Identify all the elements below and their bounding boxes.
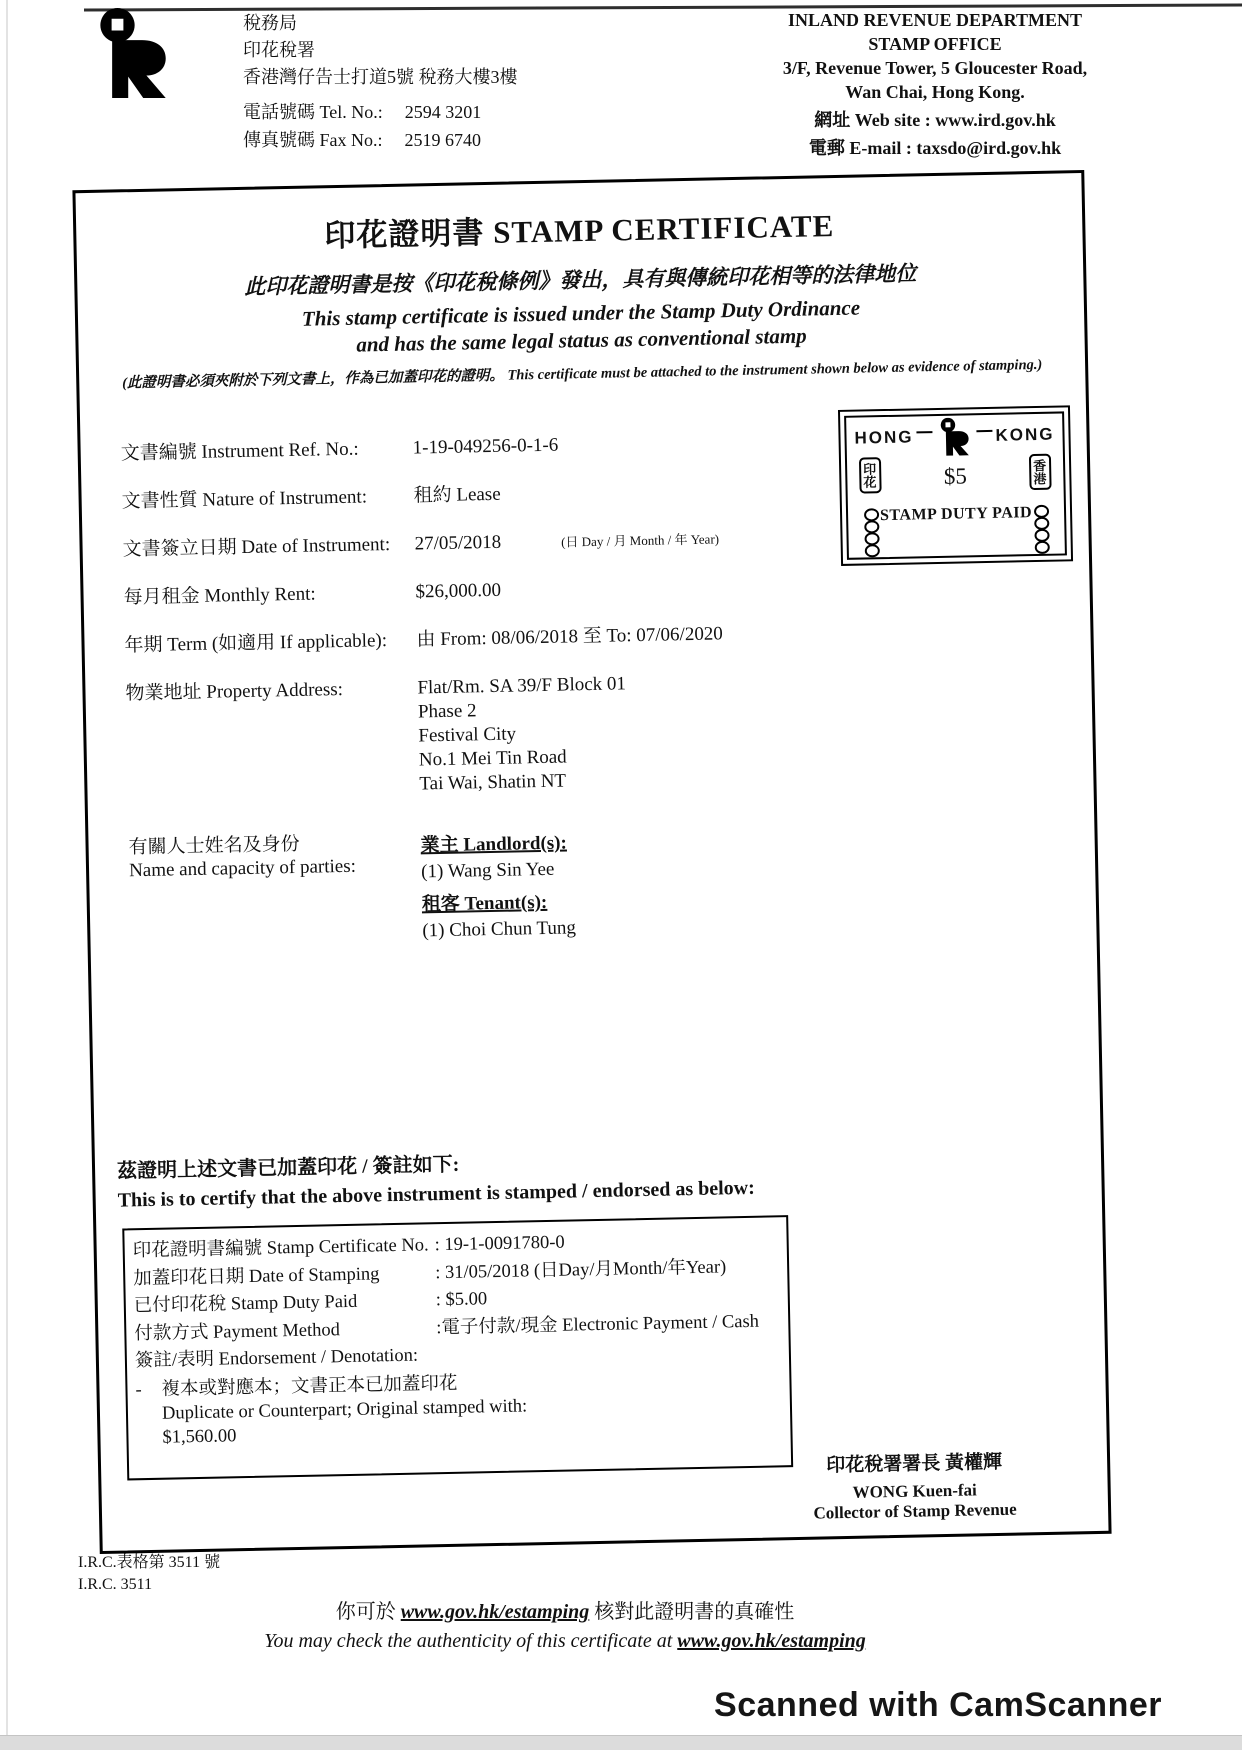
denotation-text [161,1365,782,1449]
website-link[interactable]: www.ird.gov.hk [935,110,1056,130]
collector-title-en: Collector of Stamp Revenue [813,1499,1017,1523]
estamping-link[interactable]: www.gov.hk/estamping [677,1630,866,1652]
chop-badge-stamp: 印花 [859,457,882,493]
tel-label: 電話號碼 Tel. No.: [243,102,383,122]
field-label: 文書簽立日期 Date of Instrument: [122,533,391,561]
address-line: Flat/Rm. SA 39/F Block 01 [417,673,627,699]
dept-line: 香港灣仔告士打道5號 稅務大樓3樓 [243,67,518,87]
field-label: 物業地址 Property Address: [125,678,344,705]
endorse-label: 印花證明書編號 Stamp Certificate No. [132,1235,429,1262]
address-line: Phase 2 [417,700,477,723]
chop-paid-label: STAMP DUTY PAID [879,504,1033,525]
estamping-link[interactable]: www.gov.hk/estamping [400,1601,590,1623]
field-property-address [125,664,827,802]
certificate-title: 印花證明書 STAMP CERTIFICATE [324,208,835,254]
landlord-entry: (1) Wang Sin Yee [420,858,555,883]
form-ref-line: I.R.C.表格第 3511 號 [78,1554,221,1571]
endorse-value: :電子付款/現金 Electronic Payment / Cash [436,1311,760,1338]
tel-line [243,98,481,126]
authenticity-footer [0,1598,1130,1656]
camscanner-watermark: Scanned with CamScanner [714,1686,1162,1724]
field-date-of-instrument [122,520,822,561]
landlord-heading: 業主 Landlord(s): [420,832,568,857]
form-reference [78,1552,220,1596]
ird-logo-icon [95,8,207,98]
attach-note: (此證明書必須夾附於下列文書上，作為已加蓋印花的證明。 This certificate must be attached to the instrument shown below as evidence of stamping.) [121,356,1043,392]
dept-en-line: INLAND REVENUE DEPARTMENT [787,10,1083,30]
subtitle-en-line: and has the same legal status as conventional stamp [356,323,807,357]
chop-hong: HONG [854,427,914,448]
subtitle-en-line: This stamp certificate is issued under the Stamp Duty Ordinance [301,295,861,331]
fax-number: 2519 6740 [404,130,481,150]
denotation-line: Duplicate or Counterpart; Original stamped with: [161,1395,528,1424]
parties-label [128,830,422,954]
denotation-item [135,1365,782,1450]
field-label: 文書編號 Instrument Ref. No.: [120,438,359,465]
authenticity-zh [0,1598,1130,1627]
contact-numbers [243,98,481,154]
chop-rule-left [916,431,932,433]
chop-rule-right [976,430,992,432]
denotation-dash: - [135,1379,142,1400]
chop-inner-frame [844,411,1067,559]
field-monthly-rent [123,568,823,609]
endorse-label: 已付印花稅 Stamp Duty Paid [133,1291,358,1317]
field-value [417,668,827,796]
endorse-value: : 19-1-0091780-0 [434,1232,565,1256]
field-value: $26,000.00 [415,579,502,603]
collector-title-zh: 印花稅署署長 黃權輝 [826,1451,1003,1477]
form-ref-line: I.R.C. 3511 [78,1576,153,1593]
address-line: Tai Wai, Shatin NT [419,770,567,795]
endorse-value: : $5.00 [435,1289,488,1311]
endorse-value: : 31/05/2018 (日Day/月Month/年Year) [435,1256,727,1283]
parties-values [420,822,830,948]
fax-label: 傳真號碼 Fax No.: [243,130,383,150]
email-line [700,136,1170,160]
field-value [414,525,822,555]
endorsement-box [122,1215,793,1480]
chop-center [847,461,1064,525]
dept-line: 稅務局 [243,13,297,33]
dept-en-line: STAMP OFFICE [868,34,1002,54]
collector-name-en: WONG Kuen-fai [852,1480,977,1502]
scan-edge-left [6,0,8,1735]
tenant-entry: (1) Choi Chun Tung [422,917,577,942]
department-address-zh [243,10,518,91]
field-term [124,616,824,657]
date-format-note: (日 Day / 月 Month / 年 Year) [560,531,720,550]
field-nature [121,472,821,513]
denotation-line: $1,560.00 [162,1425,237,1448]
chop-amount: $5 [943,463,968,489]
scan-frame-bottom [0,1735,1242,1750]
date-value: 27/05/2018 [414,531,502,555]
chop-badge-hongkong: 香港 [1029,454,1052,490]
ird-logo-small-icon [937,417,972,456]
dept-en-line: Wan Chai, Hong Kong. [845,82,1025,102]
field-label: 文書性質 Nature of Instrument: [121,486,368,513]
stamp-duty-paid-chop [838,405,1073,566]
stamp-certificate-box [72,170,1111,1554]
field-value: 租約 Lease [413,483,501,507]
chop-kong: KONG [995,424,1055,445]
parties-label-zh: 有關人士姓名及身份 [128,833,300,859]
web-label: 網址 Web site : [814,110,936,130]
dept-line: 印花稅署 [243,40,315,60]
field-instrument-ref [120,424,820,465]
authenticity-en-pre: You may check the authenticity of this certificate at [264,1630,678,1652]
address-line: Festival City [418,723,517,747]
denotation-label: 簽註/表明 Endorsement / Denotation: [134,1345,419,1372]
fax-line [243,126,481,154]
certify-en: This is to certify that the above instrument is stamped / endorsed as below: [117,1176,756,1212]
collector-signature-block [749,1445,1080,1525]
certify-statement [117,1142,755,1213]
field-label: 每月租金 Monthly Rent: [123,583,316,609]
tel-number: 2594 3201 [404,102,482,122]
address-line: No.1 Mei Tin Road [418,746,567,771]
field-value: 由 From: 08/06/2018 至 To: 07/06/2020 [416,623,724,651]
certify-zh: 茲證明上述文書已加蓋印花 / 簽註如下: [116,1153,460,1183]
tenant-heading: 租客 Tenant(s): [421,891,548,916]
parties-label-en: Name and capacity of parties: [128,855,357,882]
field-value: 1-19-049256-0-1-6 [412,434,559,459]
website-line [700,108,1170,132]
parties-section [128,822,830,954]
instrument-fields [120,424,827,802]
endorse-label: 付款方式 Payment Method [134,1319,341,1344]
department-address-en [700,8,1170,160]
email-label: 電郵 E-mail : [808,138,917,158]
authenticity-zh-post: 核對此證明書的真確性 [589,1601,795,1623]
denotation-line: 複本或對應本；文書正本已加蓋印花 [161,1373,458,1400]
dept-en-line: 3/F, Revenue Tower, 5 Gloucester Road, [782,58,1088,78]
field-label: 年期 Term (如適用 If applicable): [124,630,388,657]
authenticity-zh-pre: 你可於 [335,1601,401,1623]
endorse-label: 加蓋印花日期 Date of Stamping [133,1263,380,1289]
certificate-subtitle-zh: 此印花證明書是按《印花稅條例》發出，具有與傳統印花相等的法律地位 [244,261,917,299]
authenticity-en [0,1627,1130,1656]
email-link[interactable]: taxsdo@ird.gov.hk [916,138,1062,158]
chop-header [846,415,1063,457]
